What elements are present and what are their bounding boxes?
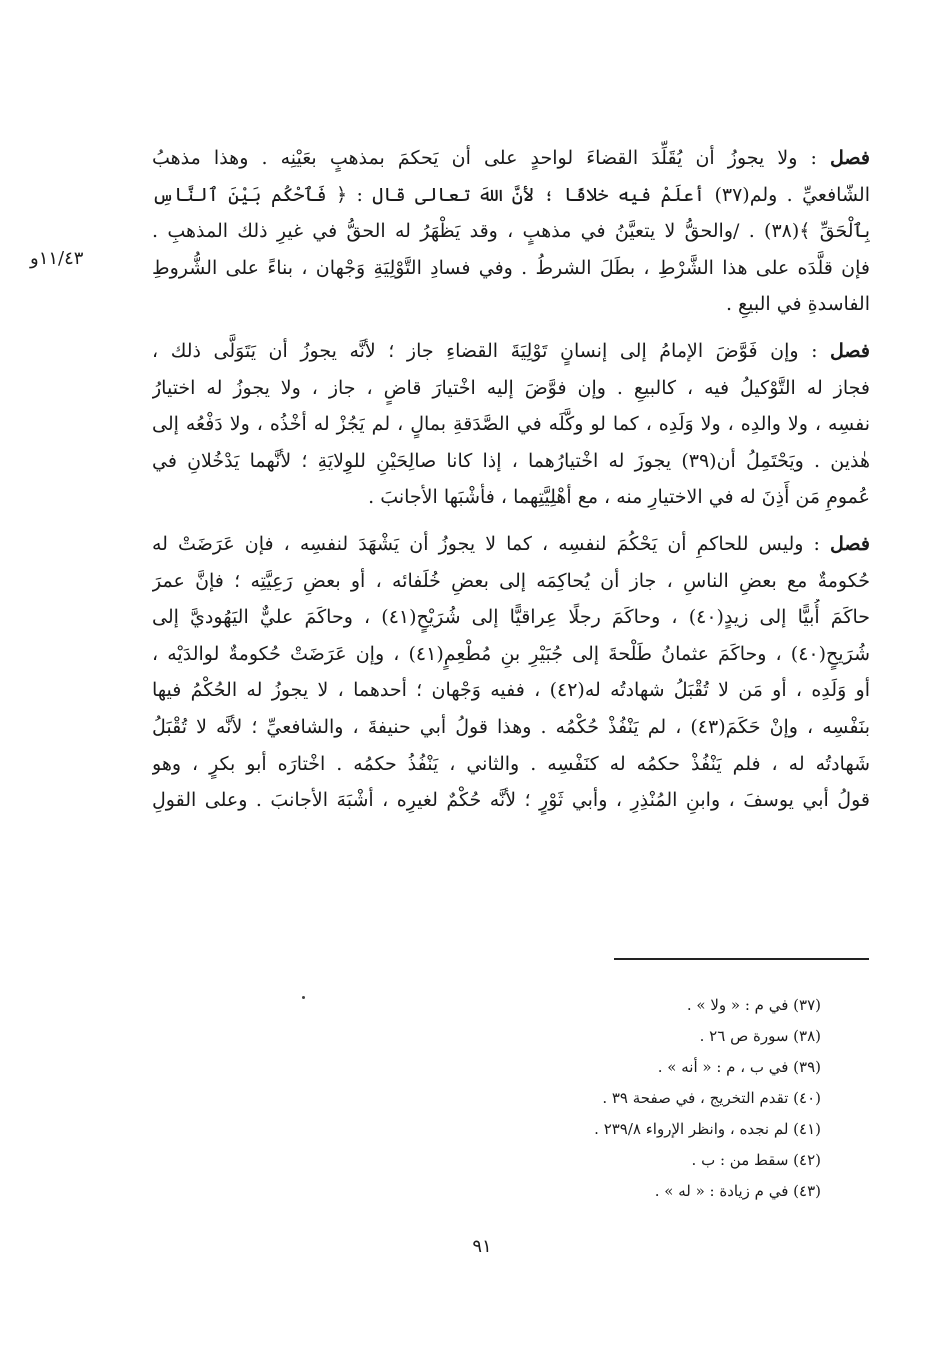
- text-line: عُمومِ مَن أَذِنَ له في الاختيارِ منه ، مع أهْلِيَّتِهما ، فأشْبَها الأجانبَ .: [368, 486, 870, 509]
- footnote: (٤١) لم نجده ، وانظر الإرواء ٢٣٩/٨ .: [594, 1120, 821, 1138]
- section-2: [152, 333, 870, 516]
- page-number: ٩١: [472, 1236, 492, 1257]
- text-line: الفاسدةِ في البيعِ .: [725, 293, 870, 316]
- section-3: [152, 526, 870, 819]
- footnote: (٤٠) تقدم التخريج ، في صفحة ٣٩ .: [602, 1089, 821, 1107]
- margin-folio-note: ١١/٤٣و: [30, 248, 84, 269]
- footnote: (٣٧) في م : « ولا » .: [686, 996, 821, 1014]
- footnote: (٣٩) في ب ، م : « أنه » .: [657, 1058, 821, 1076]
- text-line: فصل : وإن فَوَّضَ الإمامُ إلى إنسانٍ تَوْلِيَةَ القضاءِ جاز ؛ لأنَّه يجوزُ أن يَتَوَلَّى ذلك ،: [152, 339, 870, 362]
- text-line: الشّافعيِّ . ولم(٣٧) أعلَمْ فيه خلافًا ؛ لأنَّ اللهَ تعالى قال : ﴿ فَٱحْكُم بَيْنَ ٱلنَّاسِ: [152, 183, 870, 206]
- text-line: حاكَمَ أُبيًّا إلى زيدٍ(٤٠) ، وحاكَمَ رجلًا عِراقيًّا إلى شُرَيْحٍ(٤١) ، وحاكَمَ عليٌّ اليَهُوديَّ إلى: [152, 606, 870, 629]
- text-line: أو وَلَدِه ، أو مَن لا تُقْبَلُ شهادتُه له(٤٢) ، ففيه وَجْهان ؛ أحدهما ، لا يجوزُ له الحُكْمُ فيها: [152, 679, 870, 702]
- text-line: شَهادتُه له ، فلم يَنْفُذْ حكمُه له كنَفْسِه . والثاني ، يَنْفُذُ حكمُه . اخْتارَه أبو بكرٍ ، وهو: [152, 752, 870, 775]
- section-heading: فصل: [830, 339, 870, 362]
- text-line: فإن قلَّدَه على هذا الشَّرْطِ ، بطَلَ الشرطُ . وفي فسادِ التَّوْلِيَةِ وَجْهان ، بناءً على الشُّروطِ: [152, 256, 870, 279]
- footnote: (٤٢) سقط من : ب .: [691, 1151, 821, 1169]
- section-1: [152, 140, 870, 323]
- text-line: شُرَيحٍ(٤٠) ، وحاكَمَ عثمانُ طَلْحةَ إلى جُبَيْرِ بنِ مُطْعِمٍ(٤١) ، وإن عَرَضَتْ حُكومةٌ لوالدَيْه ،: [152, 642, 870, 665]
- text-line: فصل : ولا يجوزُ أن يُقَلِّدَ القضاءَ لواحدٍ على أن يَحكمَ بمذهبٍ بعَيْنِه . وهذا مذهبُ: [152, 147, 870, 169]
- text-line: حُكومةٌ مع بعضِ الناسِ ، جاز أن يُحاكِمَه إلى بعضِ خُلَفائه ، أو بعضِ رَعِيَّتِه ؛ فإنَّ عمرَ: [152, 569, 870, 592]
- text-line: قولُ أبي يوسفَ ، وابنِ المُنْذِرِ ، وأبي ثَوْرٍ ؛ لأنَّه حُكْمٌ لغيرِه ، أشْبَهَ الأجانبَ . وعلى القولِ: [152, 789, 870, 812]
- text-line: نفسِه ، ولا والدِه ، ولا وَلَدِه ، كما لو وكَّلَه في الصَّدَقةِ بمالٍ ، لم يَجُزْ له أخْذُه ، ولا دَفْعُه إلى: [152, 413, 870, 436]
- footnote: (٤٣) في م زيادة : « له » .: [654, 1182, 821, 1200]
- section-heading: فصل: [830, 147, 870, 169]
- text-line: بنَفْسِه ، وإنْ حَكَمَ(٤٣) ، لم يَنْفُذْ حُكْمُه . وهذا قولُ أبي حنيفةَ ، والشافعيِّ ؛ لأنَّه لا تُقْبَلُ: [152, 715, 870, 738]
- text-line: هٰذين . ويَحْتَمِلُ أن(٣٩) يجوزَ له اخْتيارُهما ، إذا كانا صالِحَيْنِ للوِلايَةِ ؛ لأنَّهما يَدْخُلانِ في: [152, 449, 870, 472]
- text-line: فصل : وليس للحاكمِ أن يَحْكُمَ لنفسِه ، كما لا يجوزُ أن يَشْهَدَ لنفسِه ، فإن عَرَضَتْ له: [152, 532, 870, 555]
- footnote-divider: [614, 958, 869, 960]
- text-line: فجاز له التَّوْكيلُ فيه ، كالبيعِ . وإن فوَّضَ إليه اخْتيارَ قاضٍ ، جاز ، ولا يجوزُ له اختيارُ: [152, 376, 870, 399]
- section-heading: فصل: [830, 532, 870, 555]
- footnotes: [301, 990, 821, 1207]
- text-line: بِٱلْحَقِّ ﴾(٣٨) . /والحقُّ لا يتعيَّنُ في مذهبٍ ، وقد يَظْهَرُ له الحقُّ في غيرِ ذلك المذهبِ .: [152, 220, 870, 243]
- footnote: (٣٨) سورة ص ٢٦ .: [699, 1027, 821, 1045]
- main-text: [152, 140, 870, 829]
